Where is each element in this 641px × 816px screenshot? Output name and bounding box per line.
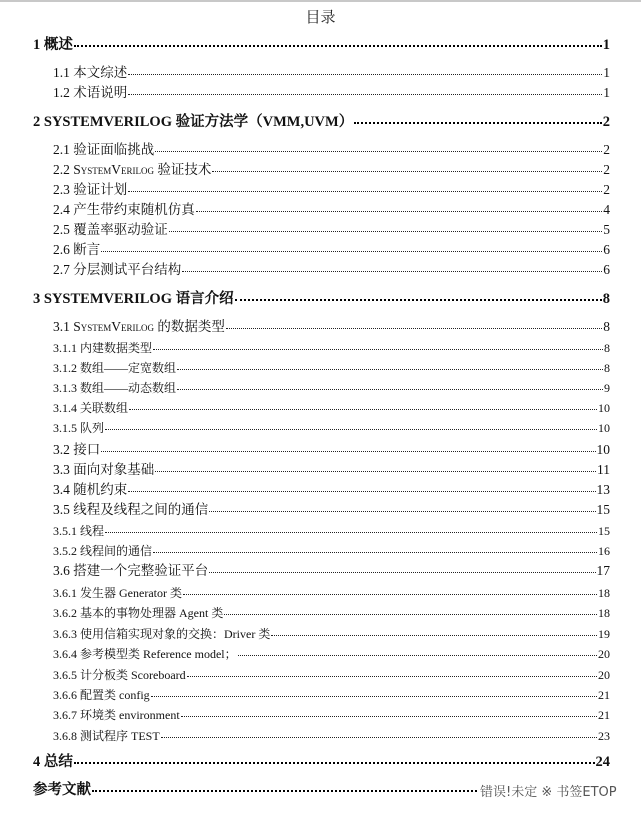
dot-leader (155, 150, 602, 152)
toc-entry-e4[interactable] (33, 753, 610, 771)
toc-entry-label: 4 总结 (33, 754, 73, 770)
toc-entry-page-number: 10 (596, 442, 610, 457)
toc-entry-e3_6_3[interactable] (53, 625, 610, 643)
toc-entry-page-number: 15 (598, 524, 610, 538)
toc-title: 目录 (305, 10, 336, 26)
toc-entry-page-number: 21 (598, 688, 610, 702)
toc-entry-page-number: 8 (604, 341, 610, 355)
toc-entry-e3_1_2[interactable] (53, 359, 610, 377)
dot-leader (181, 715, 597, 717)
toc-entry-page-number: 23 (598, 729, 610, 743)
toc-entry-page-number: 20 (598, 668, 610, 682)
toc-entry-page-number: 13 (596, 482, 610, 497)
toc-entry-page-number: 1 (603, 65, 610, 80)
toc-entry-e2[interactable] (33, 113, 610, 131)
dot-leader (128, 190, 602, 192)
toc-entry-e2_4[interactable] (53, 201, 610, 219)
toc-entry-label: 3 SYSTEMVERILOG 语言介绍 (33, 291, 234, 307)
toc-entry-page-number: 2 (603, 142, 610, 157)
toc-entry-page-number: 24 (595, 754, 610, 770)
toc-entry-page-number: 20 (598, 647, 610, 661)
toc-entry-page-number: 21 (598, 708, 610, 722)
dot-leader (183, 593, 597, 595)
dot-leader (151, 695, 597, 697)
toc-entry-label: 2.5 覆盖率驱动验证 (53, 222, 168, 237)
dot-leader (177, 388, 603, 390)
toc-entry-page-number: 9 (604, 381, 610, 395)
toc-entry-page-number: 17 (596, 563, 610, 578)
toc-entry-e3_6_4[interactable] (53, 645, 610, 663)
dot-leader (177, 368, 603, 370)
toc-entry-page-number: 10 (598, 401, 610, 415)
toc-entry-page-number: 2 (603, 162, 610, 177)
toc-entry-label: 3.6.3 使用信箱实现对象的交换：Driver 类 (53, 627, 271, 641)
dot-leader (226, 327, 602, 329)
toc-entry-e3_5_1[interactable] (53, 522, 610, 540)
toc-entry-e3_3[interactable] (53, 461, 610, 479)
dot-leader (212, 170, 602, 172)
toc-entry-label: 2.7 分层测试平台结构 (53, 262, 182, 277)
dot-leader (169, 230, 603, 232)
dot-leader (182, 270, 602, 272)
dot-leader (153, 551, 597, 553)
toc-entry-e2_1[interactable] (53, 141, 610, 159)
toc-entry-label: 1.1 本文综述 (53, 65, 128, 80)
toc-entry-label: 3.6.8 测试程序 TEST (53, 729, 160, 743)
dot-leader (224, 613, 597, 615)
page-top-border (0, 0, 641, 2)
toc-entry-label: 1.2 术语说明 (53, 85, 128, 100)
dot-leader (101, 450, 595, 452)
toc-entry-page-number: 4 (603, 202, 610, 217)
toc-entry-label: 2.4 产生带约束随机仿真 (53, 202, 195, 217)
toc-entry-page-number: 8 (602, 291, 610, 307)
toc-entry-page-number: 18 (598, 586, 610, 600)
dot-leader (74, 44, 602, 47)
dot-leader (187, 675, 597, 677)
toc-entry-e3_1_1[interactable] (53, 339, 610, 357)
toc-entry-label: 2.2 SystemVerilog 验证技术 (53, 162, 212, 177)
toc-entry-e3_6_2[interactable] (53, 604, 610, 622)
dot-leader (74, 761, 595, 764)
toc-entry-page-number: 2 (602, 114, 610, 130)
toc-entry-page-number: 6 (603, 262, 610, 277)
toc-entry-label: 3.6.1 发生器 Generator 类 (53, 586, 182, 600)
toc-entry-e1_2[interactable] (53, 84, 610, 102)
toc-entry-label: 2 SYSTEMVERILOG 验证方法学（VMM,UVM） (33, 114, 354, 130)
watermark-error-text: 错误!未定 ※ 书签ETOP (480, 785, 617, 800)
toc-entry-e3_6_7[interactable] (53, 706, 610, 724)
toc-entry-label: 2.1 验证面临挑战 (53, 142, 155, 157)
toc-entry-label: 3.6.6 配置类 config (53, 688, 150, 702)
dot-leader (153, 348, 603, 350)
toc-entry-label: 3.1.5 队列 (53, 421, 105, 435)
toc-entry-e3_4[interactable] (53, 481, 610, 499)
toc-entry-page-number: 1 (602, 37, 610, 53)
toc-entry-label: 参考文献 (33, 782, 91, 798)
toc-entry-label: 2.3 验证计划 (53, 182, 128, 197)
toc-entry-e3_1_4[interactable] (53, 399, 610, 417)
toc-entry-e3_5[interactable] (53, 501, 610, 519)
toc-entry-page-number: 8 (604, 361, 610, 375)
toc-entry-label: 3.6 搭建一个完整验证平台 (53, 563, 209, 578)
toc-entry-page-number: 15 (596, 502, 610, 517)
toc-entry-page-number: 11 (597, 462, 610, 477)
toc-entry-label: 3.3 面向对象基础 (53, 462, 155, 477)
dot-leader (92, 789, 477, 792)
toc-entry-label: 3.6.2 基本的事物处理器 Agent 类 (53, 606, 224, 620)
toc-entry-label: 3.1 SystemVerilog 的数据类型 (53, 319, 225, 334)
dot-leader (155, 470, 596, 472)
dot-leader (235, 298, 602, 301)
toc-entry-e3_1_5[interactable] (53, 419, 610, 437)
toc-entry-page-number: 16 (598, 544, 610, 558)
dot-leader (271, 634, 597, 636)
dot-leader (105, 531, 597, 533)
toc-entry-e2_3[interactable] (53, 181, 610, 199)
toc-entry-page-number: 19 (598, 627, 610, 641)
toc-entry-label: 3.6.4 参考模型类 Reference model； (53, 647, 237, 661)
toc-entry-label: 1 概述 (33, 37, 73, 53)
toc-entry-label: 3.5 线程及线程之间的通信 (53, 502, 209, 517)
toc-entry-e3_6_5[interactable] (53, 666, 610, 684)
toc-entry-page-number: 2 (603, 182, 610, 197)
toc-entry-label: 3.1.3 数组——动态数组 (53, 381, 177, 395)
toc-entry-e3[interactable] (33, 290, 610, 308)
toc-entry-e3_6_1[interactable] (53, 584, 610, 602)
toc-entry-label: 3.5.2 线程间的通信 (53, 544, 153, 558)
toc-entry-e3_1[interactable] (53, 318, 610, 336)
dot-leader (101, 250, 602, 252)
toc-entry-e2_5[interactable] (53, 221, 610, 239)
toc-entry-label: 3.6.7 环境类 environment (53, 708, 180, 722)
dot-leader (128, 73, 602, 75)
toc-entry-label: 3.1.4 关联数组 (53, 401, 129, 415)
toc-entry-label: 3.4 随机约束 (53, 482, 128, 497)
toc-entry-page-number: 18 (598, 606, 610, 620)
toc-entry-e3_1_3[interactable] (53, 379, 610, 397)
toc-entry-label: 3.1.2 数组——定宽数组 (53, 361, 177, 375)
toc-entry-e1[interactable] (33, 36, 610, 54)
toc-entry-e2_7[interactable] (53, 261, 610, 279)
toc-entry-e3_2[interactable] (53, 441, 610, 459)
dot-leader (128, 490, 595, 492)
dot-leader (161, 736, 597, 738)
toc-entry-e3_6[interactable] (53, 562, 610, 580)
toc-entry-label: 3.6.5 计分板类 Scoreboard (53, 668, 186, 682)
toc-entry-e2_6[interactable] (53, 241, 610, 259)
toc-entry-label: 3.2 接口 (53, 442, 101, 457)
toc-entry-label: 3.1.1 内建数据类型 (53, 341, 153, 355)
toc-entry-label: 2.6 断言 (53, 242, 101, 257)
dot-leader (354, 121, 602, 124)
dot-leader (209, 510, 595, 512)
toc-entry-page-number: 6 (603, 242, 610, 257)
toc-entry-label: 3.5.1 线程 (53, 524, 105, 538)
dot-leader (129, 408, 597, 410)
toc-entry-e1_1[interactable] (53, 64, 610, 82)
toc-entry-e3_6_6[interactable] (53, 686, 610, 704)
toc-entry-page-number: 5 (603, 222, 610, 237)
toc-entry-page-number: 10 (598, 421, 610, 435)
toc-entry-e2_2[interactable] (53, 161, 610, 179)
toc-entry-e3_6_8[interactable] (53, 727, 610, 745)
toc-entry-page-number: 8 (603, 319, 610, 334)
dot-leader (196, 210, 603, 212)
dot-leader (128, 93, 602, 95)
toc-entry-page-number: 1 (603, 85, 610, 100)
toc-entry-references[interactable] (33, 781, 478, 799)
toc-entry-e3_5_2[interactable] (53, 542, 610, 560)
dot-leader (238, 654, 597, 656)
dot-leader (209, 571, 595, 573)
dot-leader (105, 428, 597, 430)
